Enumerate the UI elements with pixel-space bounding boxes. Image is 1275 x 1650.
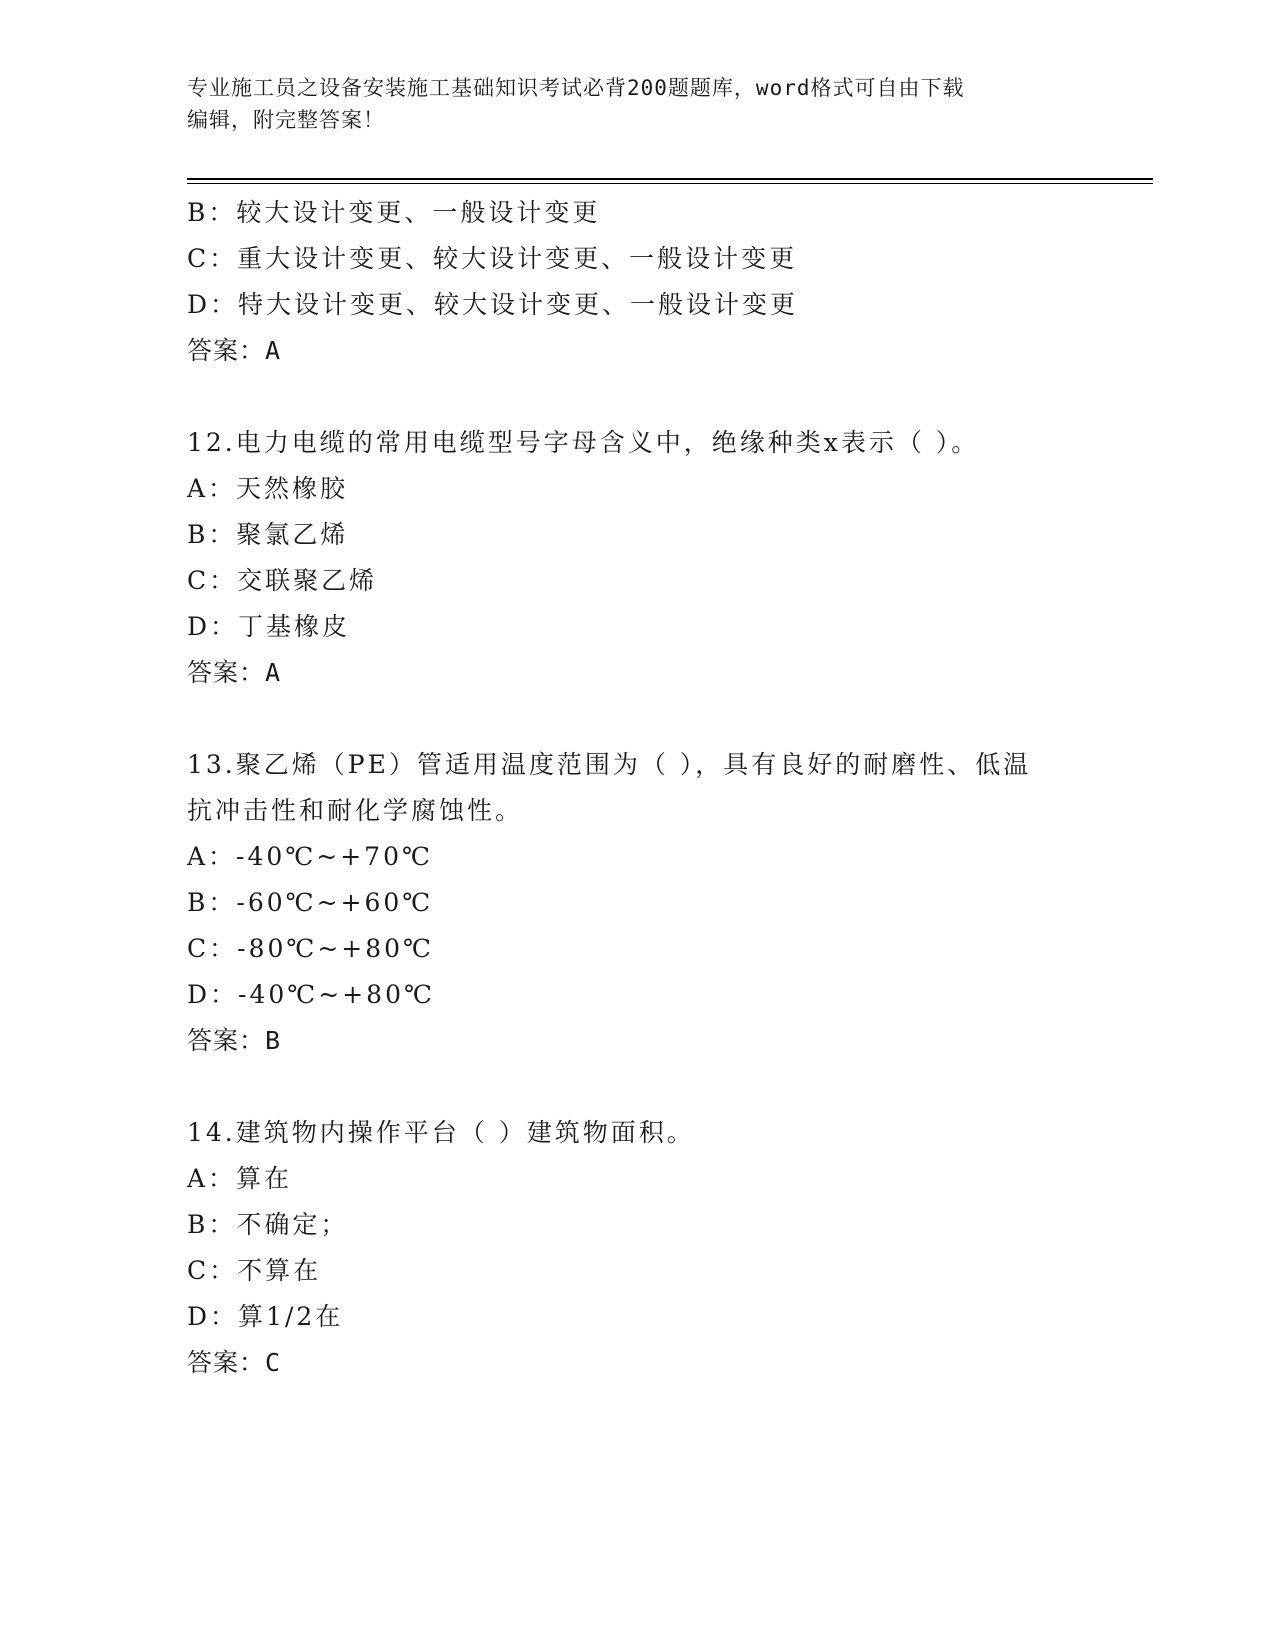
question-13 bbox=[187, 742, 1147, 1064]
option-a: A：-40℃~+70℃ bbox=[187, 842, 433, 871]
answer: 答案：A bbox=[187, 658, 282, 687]
option-c: C：-80℃~+80℃ bbox=[187, 934, 435, 963]
header-line-1: 专业施工员之设备安装施工基础知识考试必背200题题库，word格式可自由下载 bbox=[187, 76, 965, 100]
option-b: B：-60℃~+60℃ bbox=[187, 888, 434, 917]
question-14 bbox=[187, 1110, 1147, 1386]
option-d: D：特大设计变更、较大设计变更、一般设计变更 bbox=[187, 290, 799, 319]
option-b: B：聚氯乙烯 bbox=[187, 520, 349, 549]
question-stem: 12.电力电缆的常用电缆型号字母含义中，绝缘种类x表示（ ）。 bbox=[187, 428, 980, 457]
question-stem: 14.建筑物内操作平台（ ）建筑物面积。 bbox=[187, 1118, 695, 1147]
header-line-2: 编辑，附完整答案！ bbox=[187, 108, 385, 132]
answer: 答案：A bbox=[187, 336, 282, 365]
header-divider-thin bbox=[187, 183, 1153, 184]
answer: 答案：B bbox=[187, 1026, 282, 1055]
option-b: B：较大设计变更、一般设计变更 bbox=[187, 198, 601, 227]
question-12 bbox=[187, 420, 1147, 696]
option-c: C：不算在 bbox=[187, 1256, 322, 1285]
question-stem-continued: 抗冲击性和耐化学腐蚀性。 bbox=[187, 796, 524, 825]
option-a: A：天然橡胶 bbox=[187, 474, 349, 503]
option-d: D：-40℃~+80℃ bbox=[187, 980, 435, 1009]
question-11-continuation bbox=[187, 190, 1147, 374]
answer: 答案：C bbox=[187, 1348, 282, 1377]
option-b: B：不确定； bbox=[187, 1210, 349, 1239]
option-d: D：丁基橡皮 bbox=[187, 612, 351, 641]
option-a: A：算在 bbox=[187, 1164, 293, 1193]
document-header bbox=[187, 72, 1087, 136]
question-stem: 13.聚乙烯（PE）管适用温度范围为（ ），具有良好的耐磨性、低温 bbox=[187, 750, 1032, 779]
header-divider bbox=[187, 178, 1153, 180]
option-c: C：交联聚乙烯 bbox=[187, 566, 378, 595]
option-c: C：重大设计变更、较大设计变更、一般设计变更 bbox=[187, 244, 798, 273]
question-list bbox=[187, 190, 1147, 1386]
option-d: D：算1/2在 bbox=[187, 1302, 344, 1331]
